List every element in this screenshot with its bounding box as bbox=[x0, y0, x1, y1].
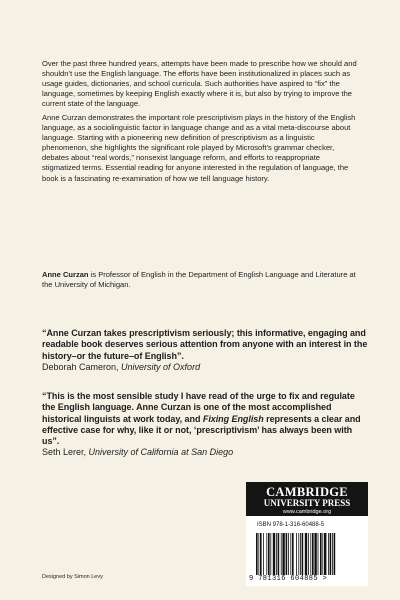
review-1-attribution bbox=[42, 362, 370, 373]
review-2-attribution bbox=[42, 447, 370, 458]
author-bio bbox=[42, 270, 360, 290]
review-1 bbox=[42, 328, 370, 373]
review-2-quote-start: “This is the most sensible study I have read of the urge to fix and regulate the English language. Anne Curzan is one of the most accomplished historical linguists at work today, and bbox=[42, 391, 355, 424]
review-1-reviewer: Deborah Cameron, bbox=[42, 361, 122, 372]
review-2-quote bbox=[42, 391, 370, 447]
author-name: Anne Curzan bbox=[42, 270, 89, 279]
review-2-quote-end: represents a clear and effective case for why, like it or not, ‘prescriptivism’ has always been with us”. bbox=[42, 413, 361, 447]
description-paragraph-1: Over the past three hundred years, attempts have been made to prescribe how we should and shouldn’t use the English language. The efforts have been institutionalized in places such as usage guides, dictionaries, and school curricula. Such authorities have aspired to “fix” the language, sometimes by keeping English exactly where it is, but also by trying to improve the current state of the language. bbox=[42, 59, 357, 109]
barcode-digits: 9 781316 604885 > bbox=[249, 575, 328, 583]
isbn-number: ISBN 978-1-316-60488-5 bbox=[257, 522, 325, 528]
barcode bbox=[254, 533, 360, 575]
author-bio-text: is Professor of English in the Department of English Language and Literature at the University of Michigan. bbox=[42, 270, 356, 290]
description-paragraph-2: Anne Curzan demonstrates the important role prescriptivism plays in the history of the English language, as a sociolinguistic factor in language change and as a vital meta-discourse about language. Starting with a pioneering new definition of prescriptivism as a linguistic phenomenon, she highlights the significant role played by Microsoft’s grammar checker, debates about “real words,” nonsexist language reform, and efforts to reappropriate stigmatized terms. Essential reading for anyone interested in the regulation of language, the book is a fascinating re-examination of how we tell language history. bbox=[42, 113, 356, 183]
publisher-block bbox=[246, 482, 368, 586]
book-description bbox=[42, 59, 360, 188]
review-2-affiliation: University of California at San Diego bbox=[88, 447, 234, 458]
review-2-book-title: Fixing English bbox=[202, 413, 264, 424]
designer-credit: Designed by Simon Levy bbox=[42, 574, 103, 580]
publisher-subtitle: UNIVERSITY PRESS bbox=[263, 498, 351, 508]
publisher-url: www.cambridge.org bbox=[282, 509, 332, 515]
publisher-logo bbox=[246, 482, 368, 516]
review-2-reviewer: Seth Lerer, bbox=[42, 447, 89, 458]
review-1-quote: “Anne Curzan takes prescriptivism seriously; this informative, engaging and readable book deserves serious attention from anyone with an interest in the history–or the future–of English”. bbox=[42, 328, 368, 361]
review-2 bbox=[42, 391, 370, 459]
publisher-name: CAMBRIDGE bbox=[266, 485, 348, 499]
review-1-affiliation: University of Oxford bbox=[121, 361, 201, 372]
